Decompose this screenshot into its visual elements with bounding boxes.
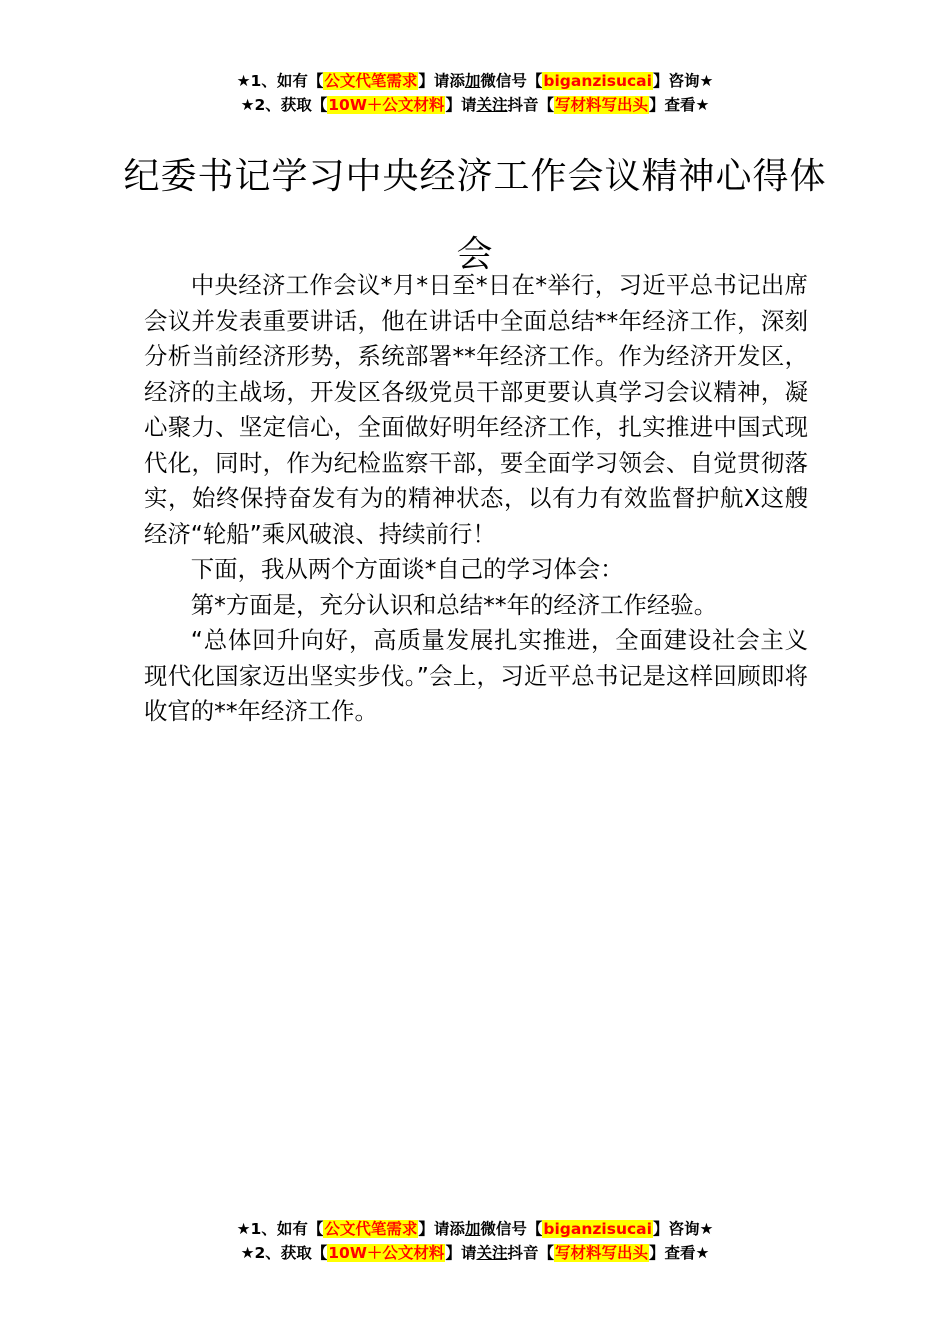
banner-underlined-text: 关注 xyxy=(476,1244,508,1262)
banner-line-2 xyxy=(0,93,950,117)
banner-text: 】请添 xyxy=(418,1220,465,1238)
banner-text: 】咨询★ xyxy=(652,72,714,90)
banner-text: 微信号【 xyxy=(480,72,543,90)
banner-underlined-text: 关注 xyxy=(476,96,508,114)
banner-highlight-douyin-account: 写材料写出头 xyxy=(554,96,648,114)
banner-text: 】咨询★ xyxy=(652,1220,714,1238)
banner-text: 】查看★ xyxy=(649,1244,710,1262)
banner-highlight: 公文代笔需求 xyxy=(324,72,418,90)
document-title: 纪委书记学习中央经济工作会议精神心得体会 xyxy=(123,156,827,275)
banner-underlined-text: 加 xyxy=(464,72,481,90)
banner-highlight-wechat-id: biganzisucai xyxy=(543,72,652,90)
banner-highlight: 10W＋公文材料 xyxy=(328,96,445,114)
banner-text: 】请 xyxy=(445,96,477,114)
banner-underlined-text: 加 xyxy=(464,1220,481,1238)
banner-text: 】请添 xyxy=(418,72,465,90)
banner-text: ★2、获取【 xyxy=(240,1244,328,1262)
document-body xyxy=(144,268,808,730)
banner-text: 】请 xyxy=(445,1244,477,1262)
banner-highlight-douyin-account: 写材料写出头 xyxy=(554,1244,648,1262)
banner-text: ★1、如有【 xyxy=(236,72,324,90)
banner-text: 抖音【 xyxy=(507,1244,554,1262)
footer-banner xyxy=(0,1217,950,1265)
banner-highlight-wechat-id: biganzisucai xyxy=(543,1220,652,1238)
banner-text: 】查看★ xyxy=(649,96,710,114)
body-paragraph: 下面，我从两个方面谈*自己的学习体会： xyxy=(190,555,624,583)
banner-highlight: 公文代笔需求 xyxy=(324,1220,418,1238)
header-banner xyxy=(0,69,950,117)
banner-text: ★2、获取【 xyxy=(240,96,328,114)
banner-text: 抖音【 xyxy=(507,96,554,114)
body-paragraph: 中央经济工作会议*月*日至*日在*举行，习近平总书记出席会议并发表重要讲话，他在讲话中全面总结**年经济工作，深刻分析当前经济形势，系统部署**年经济工作。作为经济开发区，经济的主战场，开发区各级党员干部更要认真学习会议精神，凝心聚力、坚定信心，全面做好明年经济工作，扎实推进中国式现代化，同时，作为纪检监察干部，要全面学习领会、自觉贯彻落实，始终保持奋发有为的精神状态，以有力有效监督护航X这艘经济“轮船”乘风破浪、持续前行！ xyxy=(144,271,808,548)
banner-highlight: 10W＋公文材料 xyxy=(328,1244,445,1262)
banner-line-1 xyxy=(0,1217,950,1241)
body-paragraph: 第*方面是，充分认识和总结**年的经济工作经验。 xyxy=(190,590,718,619)
banner-line-1 xyxy=(0,69,950,93)
banner-text: ★1、如有【 xyxy=(236,1220,324,1238)
body-paragraph: “总体回升向好，高质量发展扎实推进，全面建设社会主义现代化国家迈出坚实步伐。”会上，习近平总书记是这样回顾即将收官的**年经济工作。 xyxy=(144,626,808,725)
banner-text: 微信号【 xyxy=(480,1220,543,1238)
banner-line-2 xyxy=(0,1241,950,1265)
